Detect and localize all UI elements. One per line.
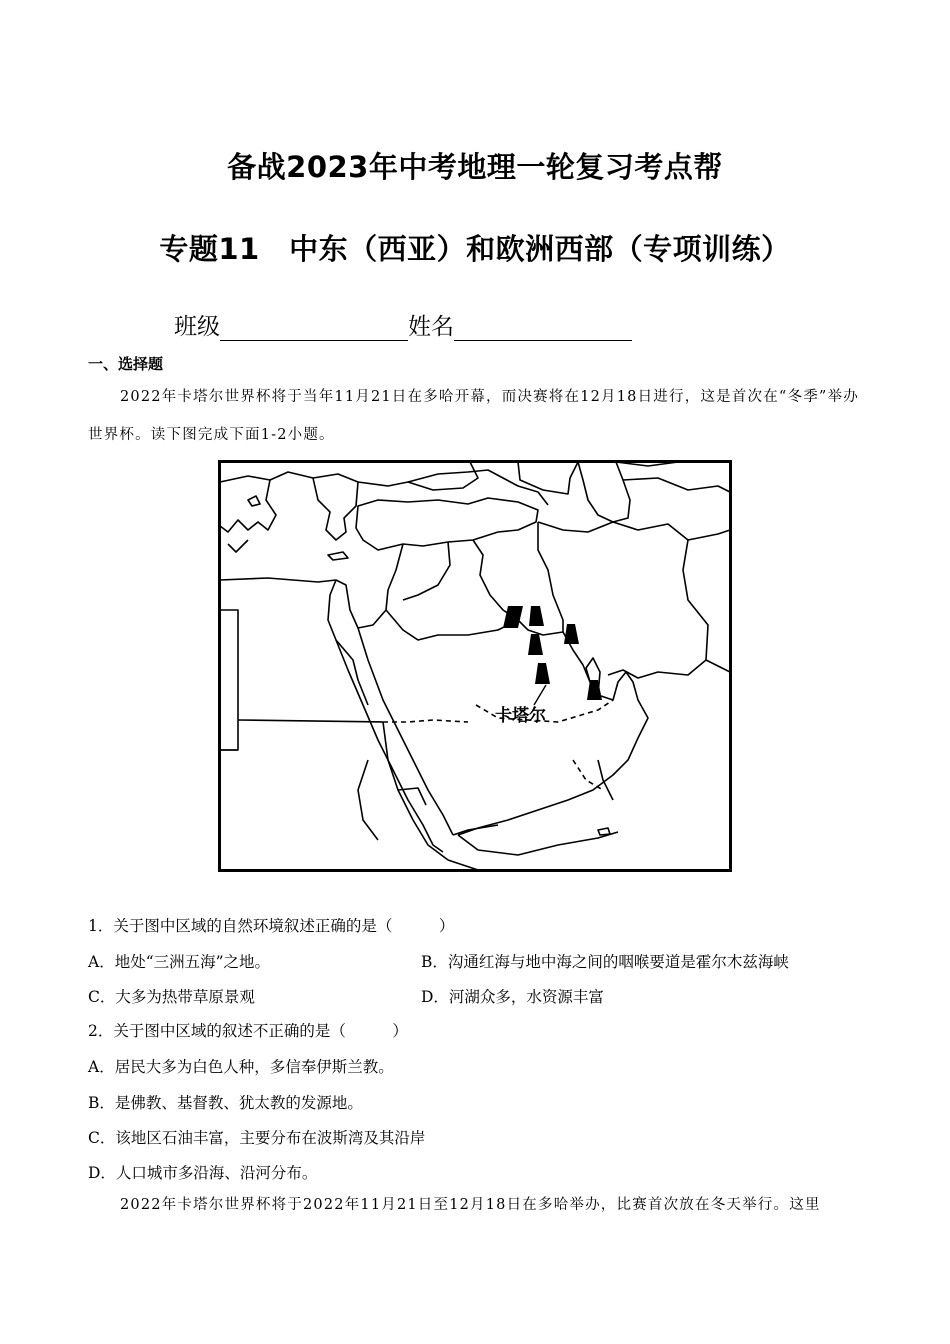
question-1: 1．关于图中区域的自然环境叙述正确的是（ ） [88, 917, 455, 935]
q2-option-c[interactable]: C．该地区石油丰富，主要分布在波斯湾及其沿岸 [88, 1129, 426, 1147]
q1-option-b[interactable]: B．沟通红海与地中海之间的咽喉要道是霍尔木兹海峡 [421, 953, 789, 971]
intro-paragraph: 2022年卡塔尔世界杯将于当年11月21日在多哈开幕，而决赛将在12月18日进行，这是首次在“冬季”举办世界杯。读下图完成下面1-2小题。 [88, 389, 859, 443]
class-label: 班级 [174, 314, 220, 340]
qatar-label: 卡塔尔 [495, 706, 546, 726]
intro-paragraph-2: 2022年卡塔尔世界杯将于2022年11月21日至12月18日在多哈举办，比赛首次放在冬天举行。这里 [120, 1197, 821, 1213]
middle-east-map [218, 460, 732, 872]
q1-option-a[interactable]: A．地处“三洲五海”之地。 [88, 953, 271, 971]
q2-option-a[interactable]: A．居民大多为白色人种，多信奉伊斯兰教。 [88, 1058, 394, 1076]
q2-option-d[interactable]: D．人口城市多沿海、沿河分布。 [88, 1164, 318, 1182]
section-heading: 一、选择题 [88, 355, 164, 373]
page-subtitle: 专题11 中东（西亚）和欧洲西部（专项训练） [159, 232, 791, 266]
student-info [174, 308, 632, 341]
q1-option-c[interactable]: C．大多为热带草原景观 [88, 988, 255, 1006]
name-label: 姓名 [408, 314, 454, 340]
name-blank[interactable] [454, 314, 632, 341]
class-blank[interactable] [220, 314, 408, 341]
question-2: 2．关于图中区域的叙述不正确的是（ ） [88, 1022, 408, 1040]
q1-option-d[interactable]: D．河湖众多，水资源丰富 [421, 988, 604, 1006]
page-title: 备战2023年中考地理一轮复习考点帮 [227, 150, 723, 184]
q2-option-b[interactable]: B．是佛教、基督教、犹太教的发源地。 [88, 1094, 363, 1112]
